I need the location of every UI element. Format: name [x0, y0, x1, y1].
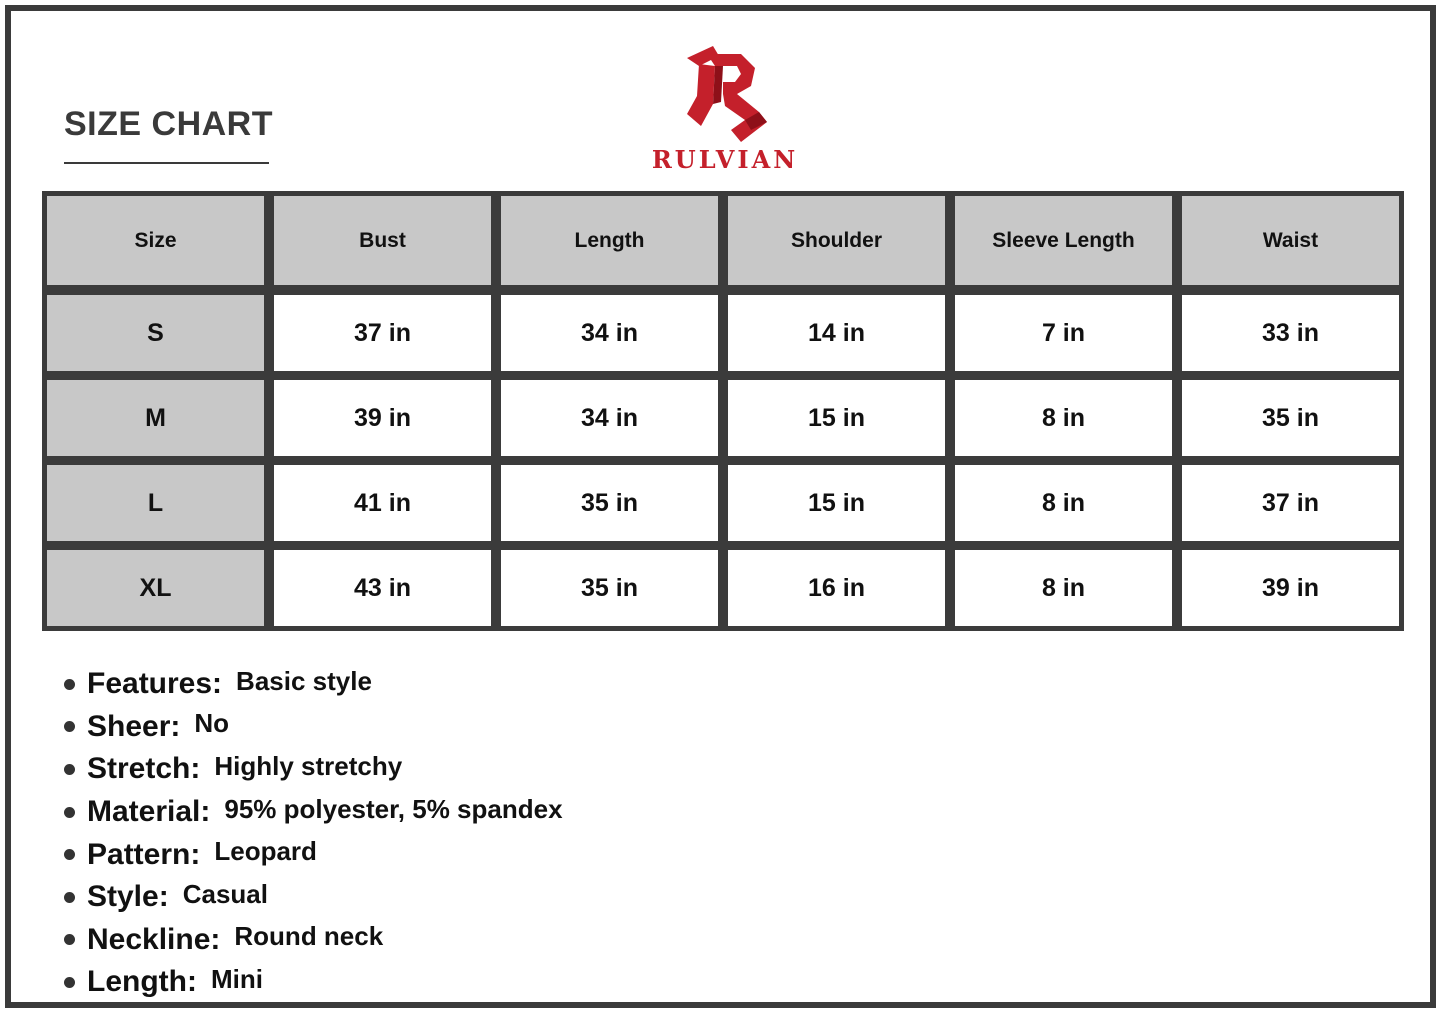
measurement-cell: 35 in: [1182, 380, 1399, 456]
size-label-cell: S: [47, 295, 264, 371]
bullet-icon: [64, 807, 75, 818]
size-label-cell: XL: [47, 550, 264, 626]
feature-item: [62, 706, 962, 749]
feature-label: Style:: [87, 880, 169, 914]
feature-item: [62, 748, 962, 791]
bullet-icon: [64, 892, 75, 903]
measurement-cell: 34 in: [501, 380, 718, 456]
feature-item: [62, 961, 962, 1004]
measurement-cell: 16 in: [728, 550, 945, 626]
measurement-cell: 34 in: [501, 295, 718, 371]
size-label-cell: M: [47, 380, 264, 456]
page-title: SIZE CHART: [64, 105, 273, 143]
features-list: [62, 663, 962, 1004]
feature-label: Features:: [87, 667, 223, 701]
measurement-cell: 41 in: [274, 465, 491, 541]
feature-label: Stretch:: [87, 752, 201, 786]
feature-value: Basic style: [236, 665, 372, 696]
feature-item: [62, 919, 962, 962]
measurement-cell: 7 in: [955, 295, 1172, 371]
bullet-icon: [64, 977, 75, 988]
feature-value: Round neck: [234, 921, 384, 952]
bullet-icon: [64, 679, 75, 690]
brand-logo: [635, 44, 815, 179]
table-header-cell: Waist: [1182, 196, 1399, 285]
bullet-icon: [64, 764, 75, 775]
measurement-cell: 14 in: [728, 295, 945, 371]
size-table: [42, 191, 1404, 631]
feature-item: [62, 876, 962, 919]
feature-value: 95% polyester, 5% spandex: [224, 793, 563, 824]
feature-label: Neckline:: [87, 922, 221, 956]
measurement-cell: 35 in: [501, 550, 718, 626]
feature-item: [62, 663, 962, 706]
measurement-cell: 15 in: [728, 465, 945, 541]
title-underline: [64, 162, 269, 164]
measurement-cell: 8 in: [955, 380, 1172, 456]
feature-value: Mini: [210, 963, 263, 994]
measurement-cell: 37 in: [1182, 465, 1399, 541]
measurement-cell: 37 in: [274, 295, 491, 371]
bullet-icon: [64, 721, 75, 732]
feature-item: [62, 833, 962, 876]
measurement-cell: 43 in: [274, 550, 491, 626]
feature-label: Sheer:: [87, 709, 181, 743]
feature-value: Leopard: [214, 836, 317, 867]
measurement-cell: 15 in: [728, 380, 945, 456]
feature-item: [62, 791, 962, 834]
table-header-cell: Size: [47, 196, 264, 285]
measurement-cell: 8 in: [955, 465, 1172, 541]
brand-name: RULVIAN: [651, 145, 799, 174]
feature-value: Highly stretchy: [214, 750, 403, 781]
bullet-icon: [64, 849, 75, 860]
feature-label: Pattern:: [87, 837, 201, 871]
measurement-cell: 8 in: [955, 550, 1172, 626]
table-header-cell: Bust: [274, 196, 491, 285]
feature-label: Length:: [87, 965, 197, 999]
measurement-cell: 39 in: [1182, 550, 1399, 626]
feature-value: No: [194, 708, 230, 739]
brand-r-logo-icon: [679, 44, 771, 144]
table-header-cell: Sleeve Length: [955, 196, 1172, 285]
bullet-icon: [64, 934, 75, 945]
measurement-cell: 39 in: [274, 380, 491, 456]
measurement-cell: 35 in: [501, 465, 718, 541]
table-header-cell: Length: [501, 196, 718, 285]
measurement-cell: 33 in: [1182, 295, 1399, 371]
feature-label: Material:: [87, 795, 211, 829]
size-label-cell: L: [47, 465, 264, 541]
feature-value: Casual: [182, 878, 268, 909]
table-header-cell: Shoulder: [728, 196, 945, 285]
